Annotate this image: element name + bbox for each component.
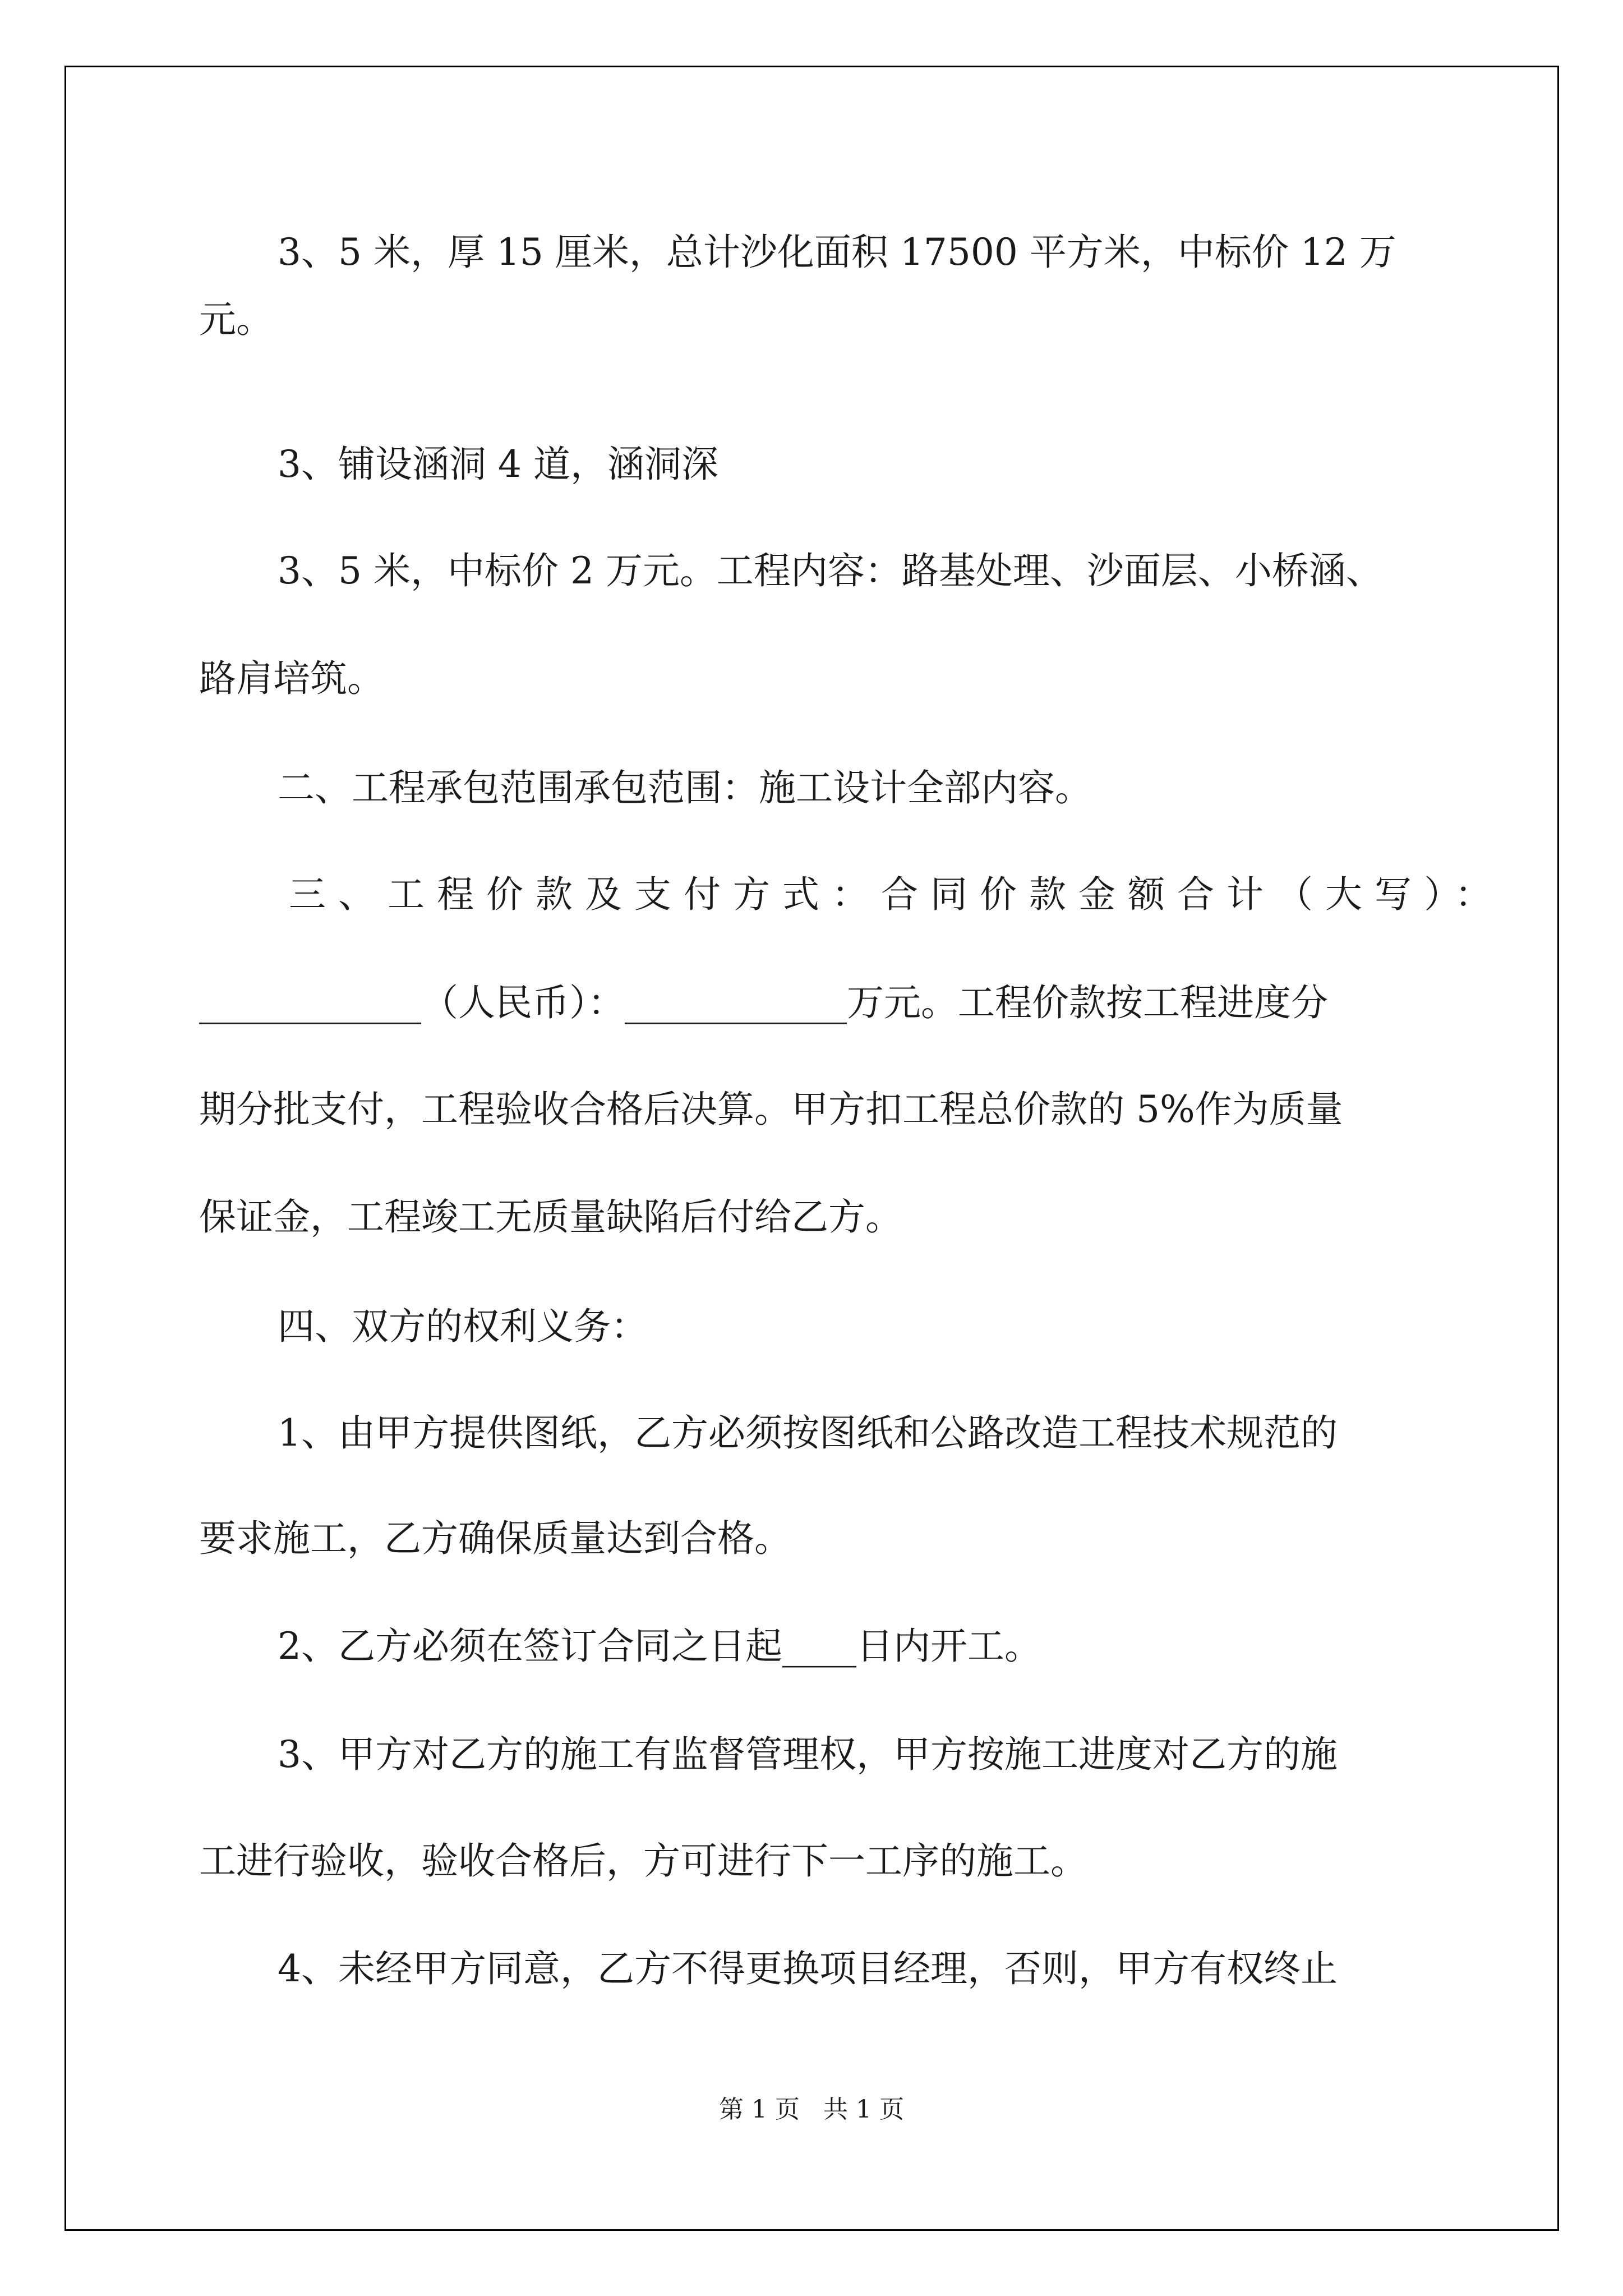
paragraph-line: 4、未经甲方同意，乙方不得更换项目经理，否则，甲方有权终止 bbox=[278, 1947, 1338, 1990]
paragraph-line: 元。 bbox=[199, 298, 273, 341]
paragraph-line: 要求施工，乙方确保质量达到合格。 bbox=[199, 1517, 791, 1560]
section-heading: 二、工程承包范围承包范围：施工设计全部内容。 bbox=[278, 766, 1092, 809]
page-footer bbox=[0, 2094, 1623, 2125]
section-heading: 四、双方的权利义务： bbox=[278, 1305, 648, 1348]
paragraph-line: ____________（人民币）：____________万元。工程价款按工程进度分 bbox=[199, 981, 1328, 1024]
paragraph-line: 3、铺设涵洞 4 道，涵洞深 bbox=[278, 443, 718, 486]
page-number: 第 1 页 bbox=[719, 2095, 800, 2124]
paragraph-line: 3、5 米，厚 15 厘米，总计沙化面积 17500 平方米，中标价 12 万 bbox=[278, 231, 1396, 274]
paragraph-line: 2、乙方必须在签订合同之日起____日内开工。 bbox=[278, 1625, 1041, 1668]
paragraph-line: 3、甲方对乙方的施工有监督管理权，甲方按施工进度对乙方的施 bbox=[278, 1733, 1338, 1776]
paragraph-line: 3、5 米，中标价 2 万元。工程内容：路基处理、沙面层、小桥涵、 bbox=[278, 549, 1383, 592]
paragraph-line: 工进行验收，验收合格后，方可进行下一工序的施工。 bbox=[199, 1839, 1087, 1883]
paragraph-line: 1、由甲方提供图纸，乙方必须按图纸和公路改造工程技术规范的 bbox=[278, 1411, 1338, 1455]
paragraph-line: 期分批支付，工程验收合格后决算。甲方扣工程总价款的 5%作为质量 bbox=[199, 1088, 1343, 1131]
page-frame bbox=[64, 66, 1559, 2231]
section-heading: 三、工程价款及支付方式：合同价款金额合计（大写）： bbox=[289, 873, 1504, 916]
paragraph-line: 保证金，工程竣工无质量缺陷后付给乙方。 bbox=[199, 1195, 902, 1239]
page-total: 共 1 页 bbox=[823, 2095, 904, 2124]
paragraph-line: 路肩培筑。 bbox=[199, 657, 384, 700]
